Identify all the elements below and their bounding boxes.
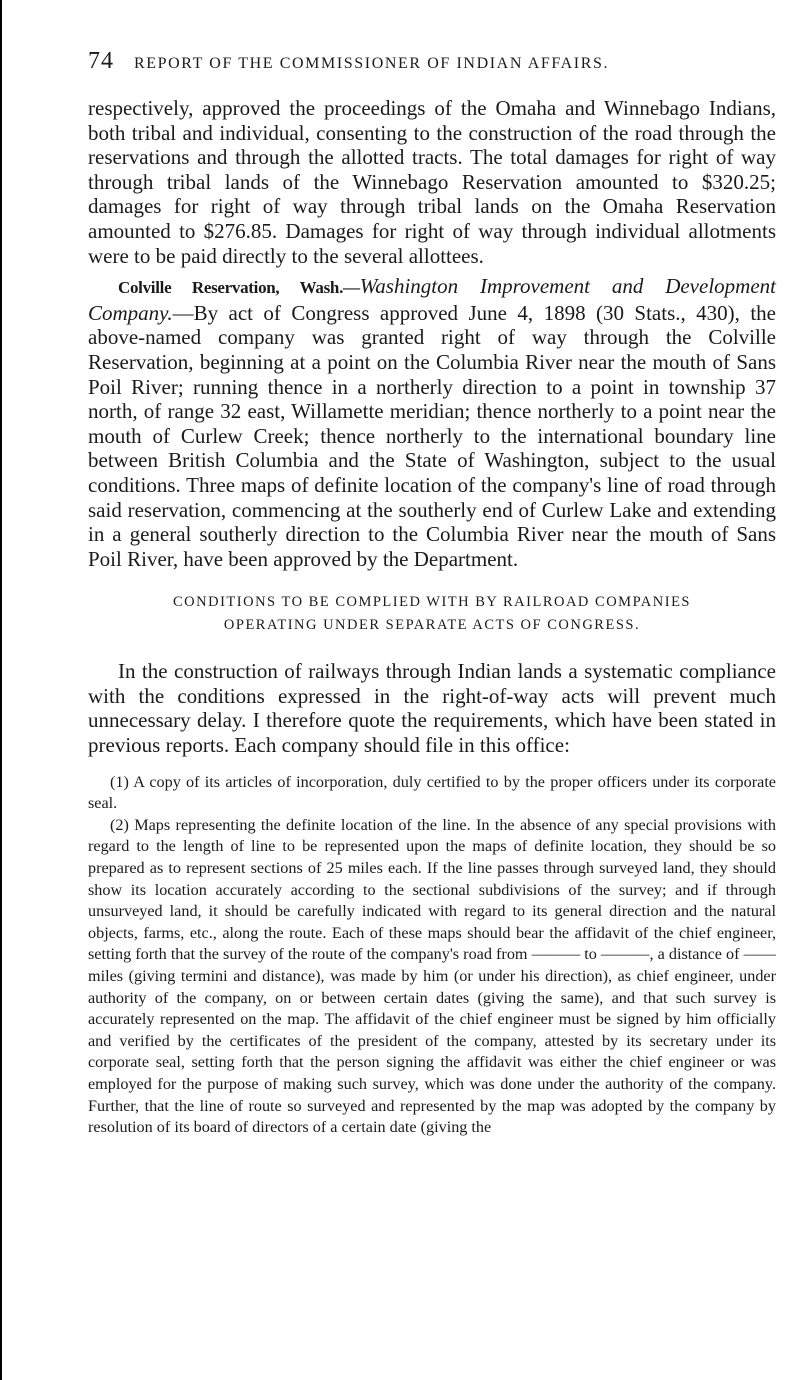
- running-title: REPORT OF THE COMMISSIONER OF INDIAN AFFAIRS.: [134, 55, 610, 72]
- page: [88, 48, 776, 1139]
- requirement-item-2: (2) Maps representing the definite location of the line. In the absence of any special provisions with regard to the length of line to be represented upon the maps of definite location, they should be so prepared as to represent sections of 25 miles each. If the line passes through surveyed land, they should show its location accurately according to the sectional subdivisions of the survey; and if through unsurveyed land, it should be carefully indicated with regard to its general direction and the natural objects, farms, etc., along the route. Each of these maps should bear the affidavit of the chief engineer, setting forth that the survey of the route of the company's road from ——— to ———, a distance of —— miles (giving termini and distance), was made by him (or under his direction), as chief engineer, under authority of the company, on or between certain dates (giving the same), and that such survey is accurately represented on the map. The affidavit of the chief engineer must be signed by him officially and verified by the certificates of the president of the company, attested by its secretary under its corporate seal, setting forth that the person signing the affidavit was either the chief engineer or was employed for the purpose of making such survey, which was done under the authority of the company. Further, that the line of route so surveyed and represented by the map was adopted by the company by resolution of its board of directors of a certain date (giving the: [88, 815, 776, 1137]
- page-header: [88, 48, 776, 84]
- paragraph-lead-heading: Colville Reservation, Wash.—: [118, 278, 360, 298]
- page-number: 74: [88, 48, 114, 74]
- paragraph-colville-text: —By act of Congress approved June 4, 1898 (30 Stats., 430), the above-named company was granted right of way through the Colville Reservation, beginning at a point on the Columbia River near the mouth of Sans Poil River; running thence in a northerly direction to a point in township 37 north, of range 32 east, Willamette meridian; thence northerly to a point near the mouth of Curlew Creek; thence northerly to the international boundary line between British Columbia and the State of Washington, subject to the usual conditions. Three maps of definite location of the company's line of road through said reservation, commencing at the southerly end of Curlew Lake and extending in a general southerly direction to the Columbia River near the mouth of Sans Poil River, have been approved by the Department.: [88, 300, 776, 571]
- section-heading-line-2: OPERATING UNDER SEPARATE ACTS OF CONGRESS.: [223, 617, 641, 634]
- scan-edge: [0, 0, 2, 1380]
- section-intro-paragraph: In the construction of railways through Indian lands a systematic compliance with the conditions expressed in the right-of-way acts will prevent much unnecessary delay. I therefore quote the requirements, which have been stated in previous reports. Each company should file in this office:: [88, 659, 776, 758]
- paragraph-omaha-winnebago: respectively, approved the proceedings of the Omaha and Winnebago Indians, both tribal and individual, consenting to the construction of the road through the reservations and through the allotted tracts. The total damages for right of way through tribal lands of the Winnebago Reservation amounted to $320.25; damages for right of way through tribal lands on the Omaha Reservation amounted to $276.85. Damages for right of way through individual allotments were to be paid directly to the several allottees.: [88, 96, 776, 268]
- section-heading: [88, 591, 776, 637]
- section-heading-line-1: CONDITIONS TO BE COMPLIED WITH BY RAILROAD COMPANIES: [173, 594, 691, 611]
- paragraph-colville: [88, 274, 776, 571]
- requirement-item-1: (1) A copy of its articles of incorporation, duly certified to by the proper officers under its corporate seal.: [88, 772, 776, 813]
- company-name-italic: Washington Improvement and Development Company.: [88, 274, 776, 325]
